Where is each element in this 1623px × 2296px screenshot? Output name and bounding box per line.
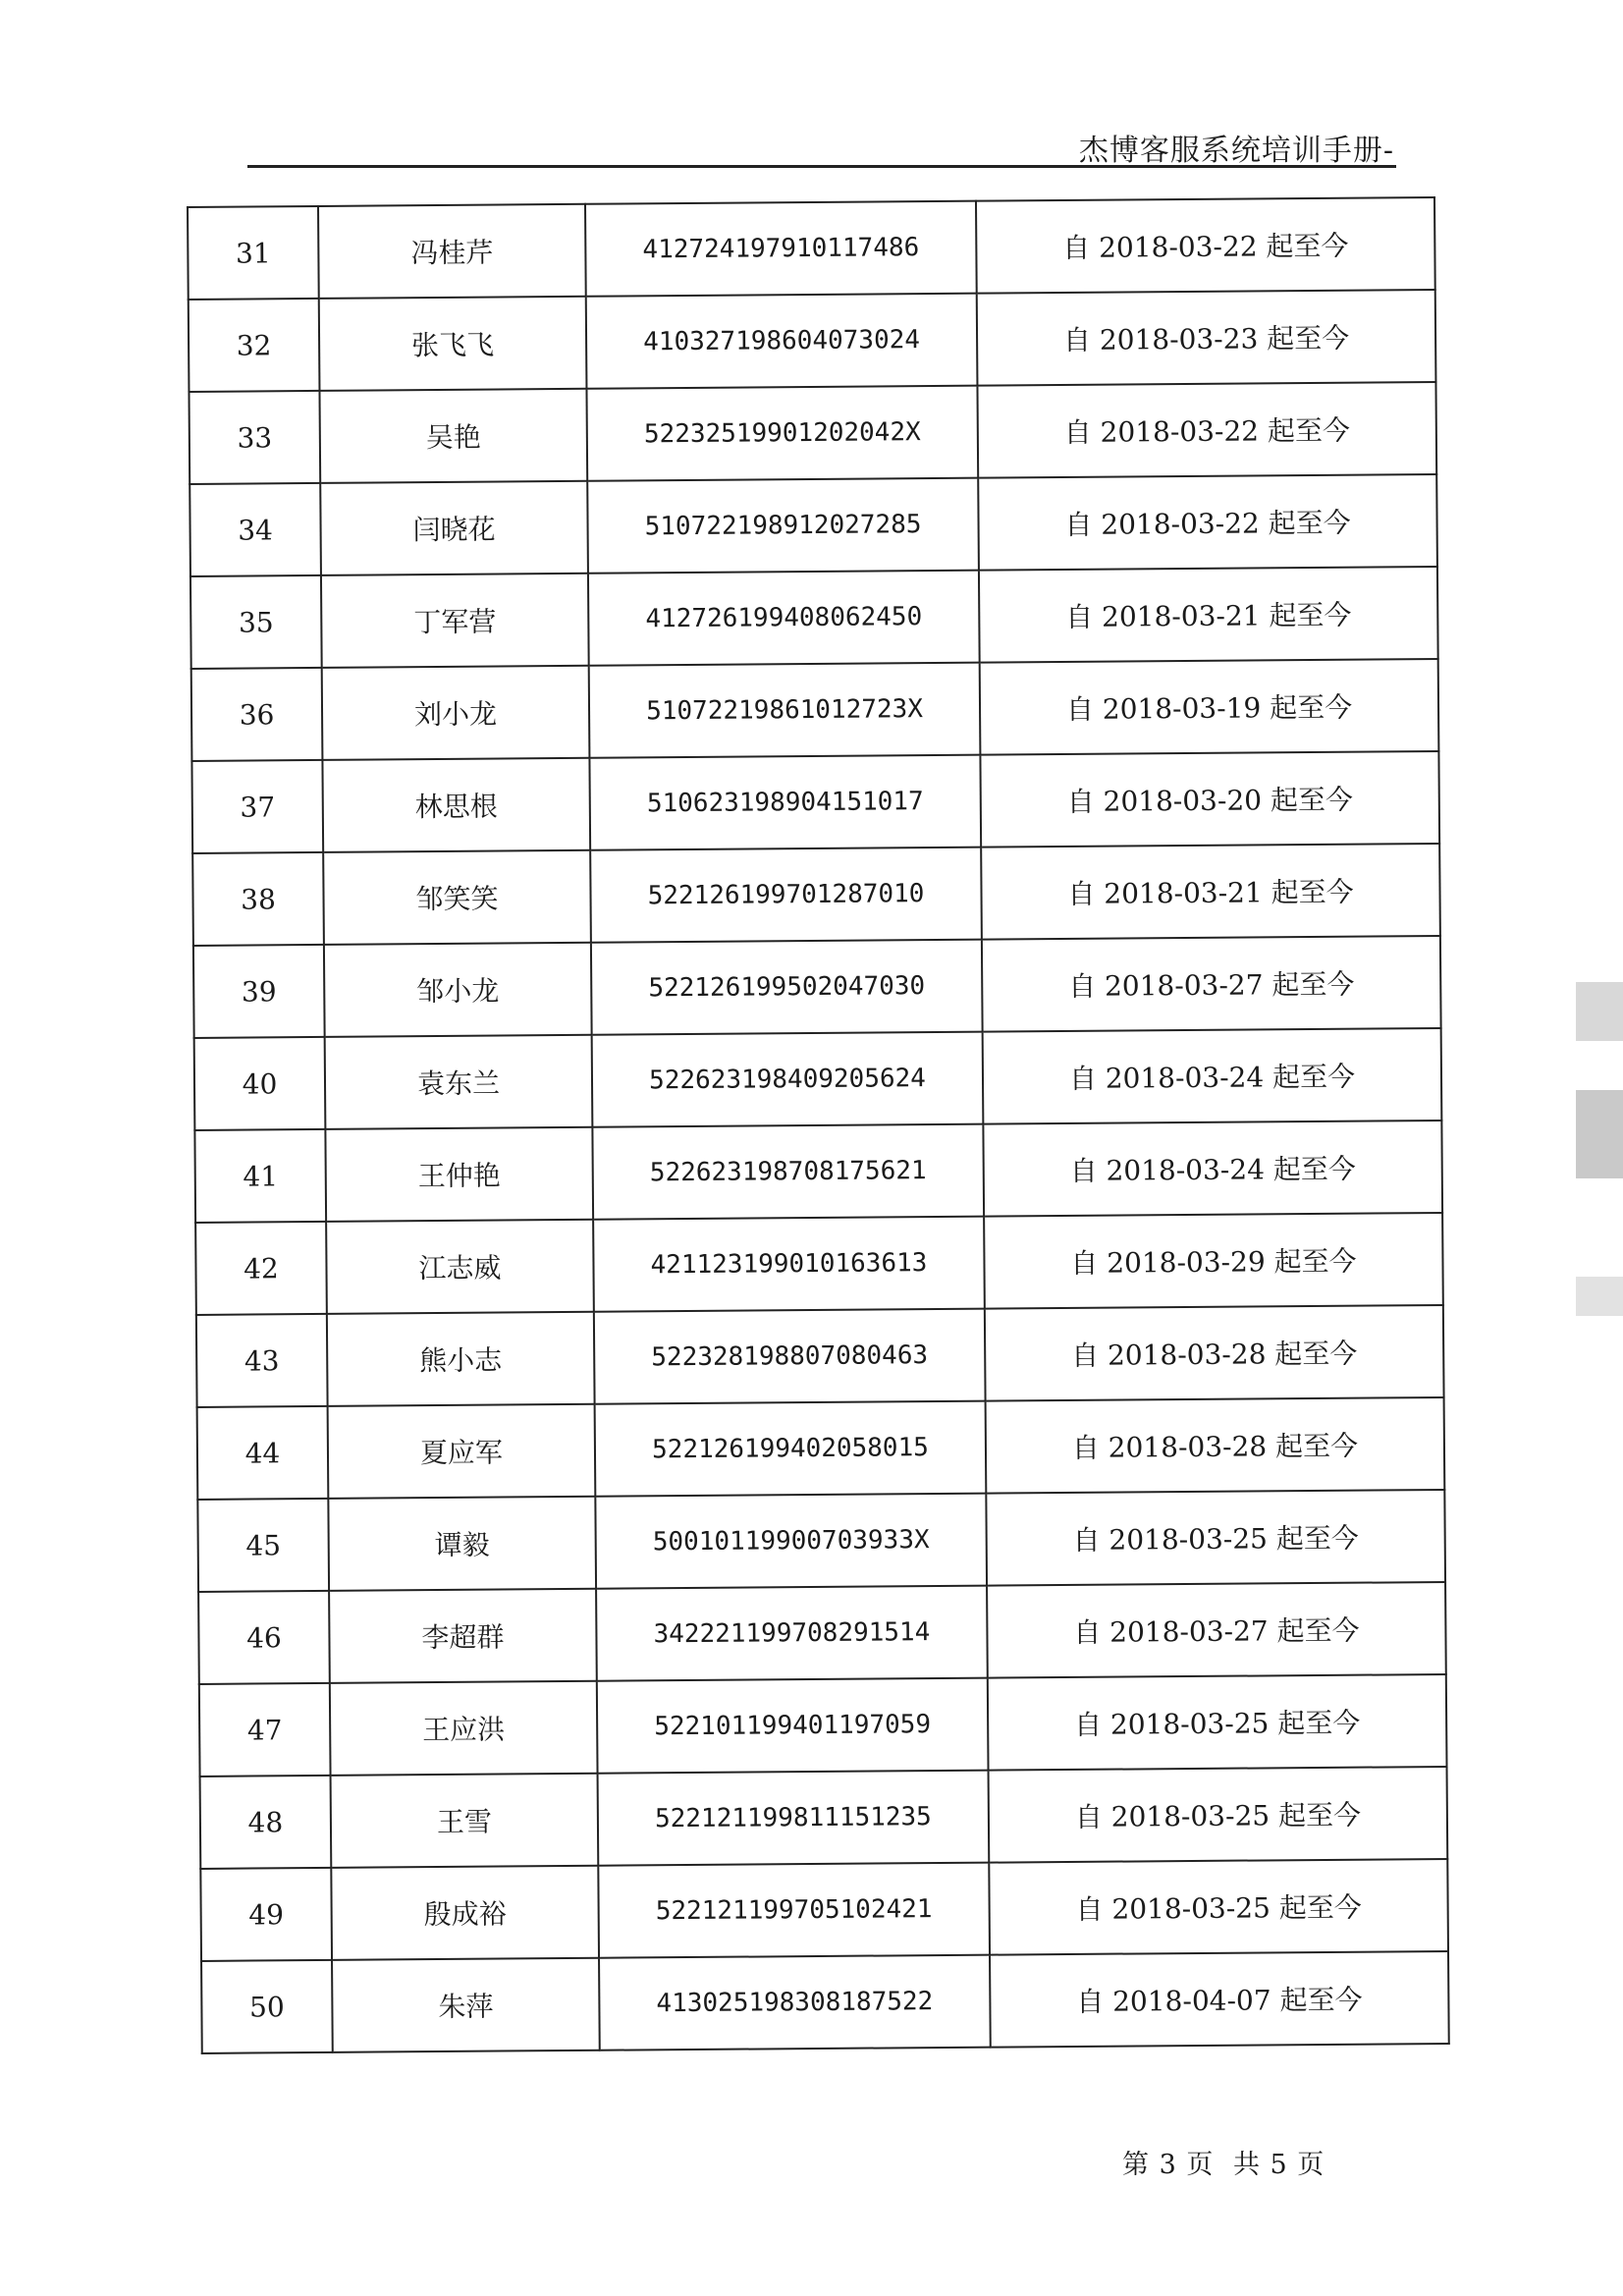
row-number-cell: 31 bbox=[188, 206, 319, 300]
employee-table-container bbox=[187, 196, 1448, 2054]
period-cell: 自 2018-03-25 起至今 bbox=[989, 1859, 1448, 1955]
id-number-cell: 412726199408062450 bbox=[588, 571, 980, 666]
period-cell: 自 2018-03-28 起至今 bbox=[986, 1397, 1445, 1494]
id-number-cell: 410327198604073024 bbox=[586, 294, 978, 389]
period-cell: 自 2018-03-24 起至今 bbox=[983, 1028, 1442, 1124]
period-cell: 自 2018-03-20 起至今 bbox=[980, 751, 1439, 847]
table-row bbox=[201, 1951, 1449, 2053]
table-row bbox=[191, 659, 1439, 761]
row-number-cell: 45 bbox=[197, 1499, 329, 1592]
header-divider bbox=[247, 165, 1396, 168]
period-cell: 自 2018-03-21 起至今 bbox=[981, 844, 1440, 940]
table-row bbox=[192, 844, 1440, 946]
id-number-cell: 52232519901202042X bbox=[586, 386, 978, 481]
name-cell: 殷成裕 bbox=[331, 1866, 599, 1960]
table-row bbox=[196, 1305, 1444, 1407]
page-total: 共 5 页 bbox=[1232, 2150, 1325, 2180]
period-cell: 自 2018-03-27 起至今 bbox=[982, 936, 1441, 1032]
id-number-cell: 522126199502047030 bbox=[591, 940, 983, 1035]
name-cell: 丁军营 bbox=[321, 574, 589, 668]
period-cell: 自 2018-03-23 起至今 bbox=[977, 290, 1436, 386]
table-row bbox=[200, 1767, 1448, 1869]
row-number-cell: 44 bbox=[197, 1406, 329, 1500]
id-number-cell: 412724197910117486 bbox=[585, 201, 977, 297]
page-number: 第 3 页 bbox=[1122, 2150, 1215, 2180]
row-number-cell: 41 bbox=[194, 1129, 326, 1223]
period-cell: 自 2018-03-25 起至今 bbox=[989, 1767, 1448, 1863]
table-row bbox=[194, 1121, 1442, 1223]
period-cell: 自 2018-03-22 起至今 bbox=[978, 474, 1437, 571]
scan-edge-mark bbox=[1576, 1277, 1623, 1316]
period-cell: 自 2018-03-22 起至今 bbox=[977, 382, 1436, 478]
table-row bbox=[189, 474, 1437, 576]
id-number-cell: 522623198708175621 bbox=[592, 1124, 984, 1220]
name-cell: 李超群 bbox=[329, 1589, 597, 1683]
page-footer bbox=[1122, 2143, 1334, 2181]
table-row bbox=[198, 1582, 1446, 1684]
row-number-cell: 35 bbox=[190, 575, 322, 669]
name-cell: 张飞飞 bbox=[319, 297, 587, 391]
row-number-cell: 34 bbox=[189, 483, 321, 576]
name-cell: 谭毅 bbox=[328, 1497, 596, 1591]
id-number-cell: 522101199401197059 bbox=[597, 1678, 989, 1774]
table-row bbox=[188, 197, 1435, 300]
period-cell: 自 2018-03-25 起至今 bbox=[988, 1674, 1447, 1771]
name-cell: 吴艳 bbox=[319, 389, 587, 483]
id-number-cell: 522623198409205624 bbox=[592, 1032, 984, 1127]
id-number-cell: 421123199010163613 bbox=[593, 1217, 985, 1312]
row-number-cell: 36 bbox=[191, 668, 323, 761]
id-number-cell: 522121199705102421 bbox=[598, 1863, 990, 1958]
period-cell: 自 2018-03-27 起至今 bbox=[987, 1582, 1446, 1678]
period-cell: 自 2018-03-21 起至今 bbox=[979, 567, 1438, 663]
table-row bbox=[197, 1397, 1445, 1500]
name-cell: 冯桂芹 bbox=[318, 204, 586, 299]
employee-table bbox=[187, 196, 1450, 2054]
period-cell: 自 2018-04-07 起至今 bbox=[990, 1951, 1449, 2048]
name-cell: 林思根 bbox=[322, 758, 590, 852]
row-number-cell: 42 bbox=[195, 1222, 327, 1315]
row-number-cell: 32 bbox=[189, 299, 320, 392]
name-cell: 邹笑笑 bbox=[323, 850, 591, 945]
scan-edge-mark bbox=[1576, 1090, 1623, 1178]
period-cell: 自 2018-03-19 起至今 bbox=[980, 659, 1439, 755]
table-row bbox=[193, 936, 1441, 1038]
document-header-title: 杰博客服系统培训手册- bbox=[1078, 134, 1394, 168]
row-number-cell: 37 bbox=[191, 760, 323, 853]
table-row bbox=[200, 1859, 1448, 1961]
table-row bbox=[190, 567, 1438, 669]
row-number-cell: 40 bbox=[194, 1037, 326, 1130]
id-number-cell: 51072219861012723X bbox=[589, 663, 981, 758]
row-number-cell: 49 bbox=[200, 1868, 332, 1961]
name-cell: 江志威 bbox=[326, 1220, 594, 1314]
table-row bbox=[189, 290, 1436, 392]
id-number-cell: 510623198904151017 bbox=[589, 755, 981, 850]
name-cell: 邹小龙 bbox=[324, 943, 592, 1037]
table-row bbox=[197, 1490, 1445, 1592]
row-number-cell: 33 bbox=[189, 391, 320, 484]
id-number-cell: 510722198912027285 bbox=[587, 478, 979, 574]
id-number-cell: 522126199402058015 bbox=[595, 1401, 987, 1497]
name-cell: 王仲艳 bbox=[325, 1127, 593, 1222]
row-number-cell: 39 bbox=[193, 945, 325, 1038]
row-number-cell: 47 bbox=[199, 1683, 331, 1777]
id-number-cell: 522121199811151235 bbox=[598, 1771, 990, 1866]
table-row bbox=[199, 1674, 1447, 1777]
name-cell: 袁东兰 bbox=[325, 1035, 593, 1129]
table-body bbox=[188, 197, 1449, 2053]
period-cell: 自 2018-03-24 起至今 bbox=[983, 1121, 1442, 1217]
table-row bbox=[189, 382, 1436, 484]
period-cell: 自 2018-03-28 起至今 bbox=[985, 1305, 1444, 1401]
row-number-cell: 48 bbox=[200, 1776, 332, 1869]
table-row bbox=[194, 1028, 1442, 1130]
period-cell: 自 2018-03-25 起至今 bbox=[986, 1490, 1445, 1586]
name-cell: 王应洪 bbox=[330, 1681, 598, 1776]
name-cell: 闫晓花 bbox=[320, 481, 588, 575]
name-cell: 夏应军 bbox=[328, 1404, 596, 1499]
name-cell: 刘小龙 bbox=[322, 666, 590, 760]
row-number-cell: 43 bbox=[196, 1314, 328, 1407]
id-number-cell: 522126199701287010 bbox=[590, 847, 982, 943]
scan-edge-mark bbox=[1576, 982, 1623, 1041]
period-cell: 自 2018-03-29 起至今 bbox=[984, 1213, 1443, 1309]
id-number-cell: 522328198807080463 bbox=[594, 1309, 986, 1404]
id-number-cell: 413025198308187522 bbox=[599, 1955, 991, 2050]
table-row bbox=[191, 751, 1439, 853]
period-cell: 自 2018-03-22 起至今 bbox=[976, 197, 1435, 294]
name-cell: 王雪 bbox=[331, 1774, 599, 1868]
row-number-cell: 50 bbox=[201, 1960, 333, 2053]
id-number-cell: 50010119900703933X bbox=[595, 1494, 987, 1589]
name-cell: 熊小志 bbox=[327, 1312, 595, 1406]
id-number-cell: 342221199708291514 bbox=[596, 1586, 988, 1681]
row-number-cell: 46 bbox=[198, 1591, 330, 1684]
name-cell: 朱萍 bbox=[332, 1958, 600, 2052]
table-row bbox=[195, 1213, 1443, 1315]
row-number-cell: 38 bbox=[192, 852, 324, 946]
